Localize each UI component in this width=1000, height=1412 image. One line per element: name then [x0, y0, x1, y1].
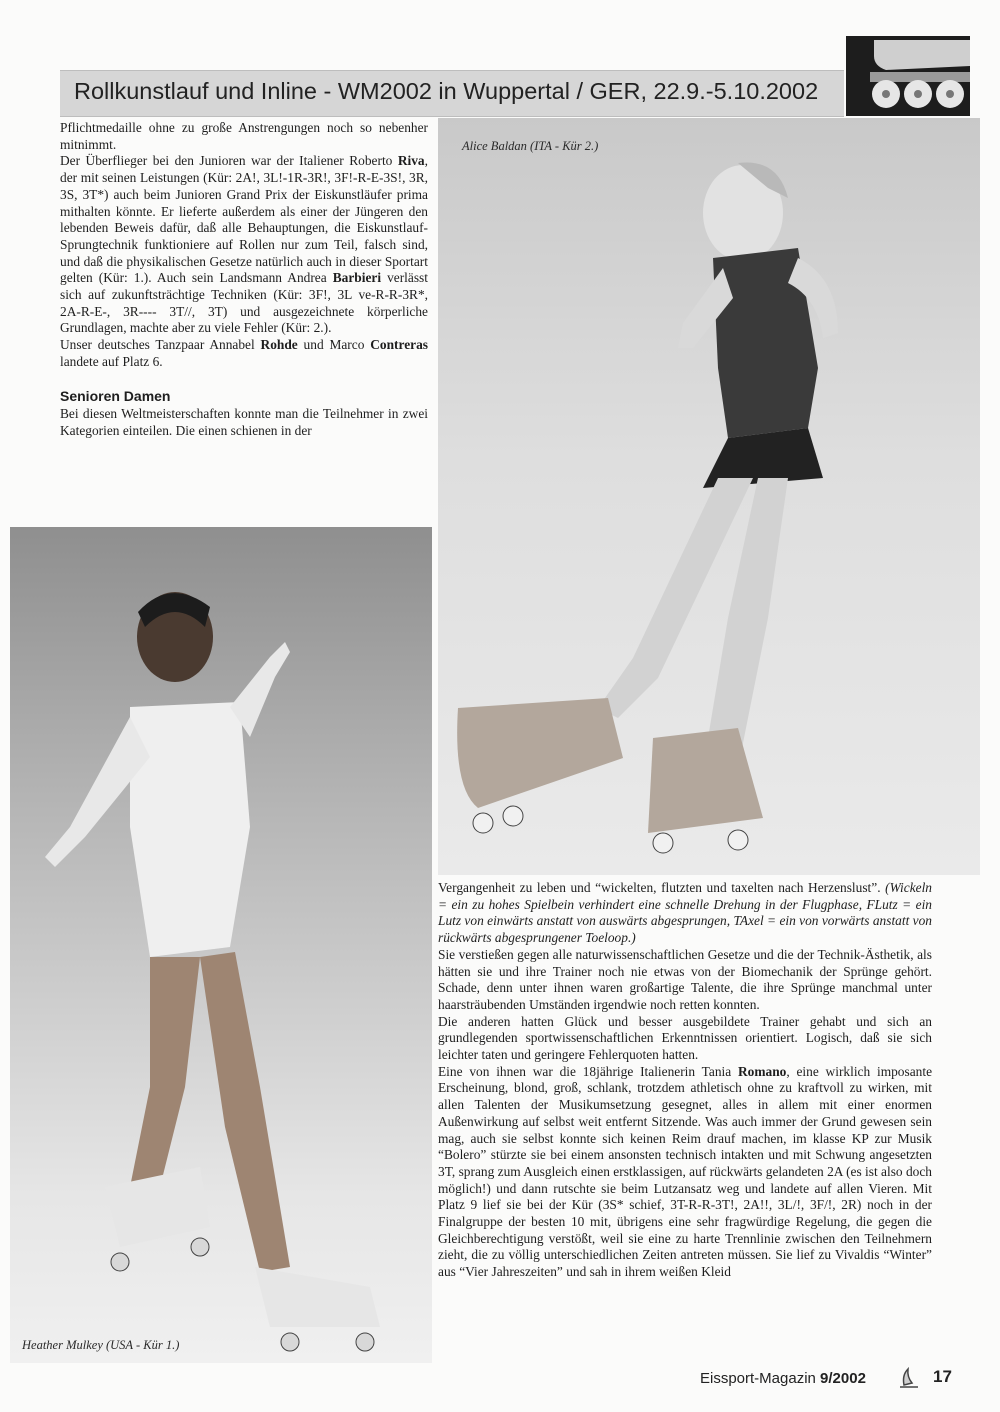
text-run: Der Überflieger bei den Junioren war der Italiener Roberto [60, 153, 398, 169]
text-run: , eine wirklich imposante Erscheinung, blond, groß, schlank, trotzdem athletisch ohne zu kraftvoll zu wirken, mit allen Talenten der Musikumsetzung gesegnet, alles in allem mit einer enormen Außenwirkung auf selbst weit entfernt Sitzende. Was auch immer der Grund gewesen sein mag, auch sie selbst konnte sich keinen Reim drauf machen, im klasse KP zur Musik “Bolero” stürzte sie bei einem ansonsten technisch intakten und mit Schwung angesetzten 3T, sprang zum Ausgleich einen erstklassigen, auf rückwärts gelandeten 2A (es ist also doch möglich!) und dann rutschte sie beim Lutzansatz weg und landete auf allen Vieren. Mit Platz 9 lief sie bei der Kür (3S* schief, 3T-R-R-3T!, 2A!!, 3L/!, 3F/!, 2R) noch in der Finalgruppe der besten 10 mit, übrigens eine sehr fragwürdige Regelung, die gegen die Gleichberechtigung verstößt, weil sie eine zu harte Trennlinie zwischen den Teilnehmern zieht, die zu völlig unterschiedlichen Zeiten antreten müssen. Sie lief zu Vivaldis “Winter” aus “Vier Jahreszeiten” und sah in ihrem weißen Kleid [438, 1063, 933, 1280]
photo-heather-mulkey [10, 527, 432, 1363]
magazine-name [700, 1370, 866, 1387]
page-number: 17 [933, 1367, 952, 1386]
inline-skate-icon [846, 36, 970, 116]
left-paragraph-1: Pflichtmedaille ohne zu große Anstrengungen noch so nebenher mitnimmt. [60, 120, 428, 152]
header-bar [60, 70, 844, 117]
text-run: Unser deutsches Tanzpaar Annabel [60, 337, 261, 353]
magazine-logo-icon [896, 1365, 922, 1391]
magazine-issue: 9/2002 [820, 1370, 866, 1387]
text-run: Vergangenheit zu leben und “wickelten, flutzten und taxelten nach Herzenslust”. [438, 880, 881, 895]
photo-alice-baldan [438, 118, 980, 875]
subheading-senioren-damen: Senioren Damen [60, 387, 171, 404]
right-paragraph-3: Die anderen hatten Glück und besser ausgebildete Trainer gehabt und sich an grundlegenden sportwissenschaftlichen Erkenntnissen orientiert. Logisch, daß sie sich leichter taten und geringere Fehlerquoten hatten. [438, 1013, 932, 1063]
photo-caption-left: Heather Mulkey (USA - Kür 1.) [22, 1338, 180, 1352]
photo-caption-right: Alice Baldan (ITA - Kür 2.) [462, 139, 599, 153]
text-run: und Marco [297, 337, 371, 353]
name-riva: Riva [397, 153, 425, 169]
page-title: Rollkunstlauf und Inline - WM2002 in Wuppertal / GER, 22.9.-5.10.2002 [74, 78, 819, 104]
page-footer [700, 1369, 960, 1391]
left-paragraph-4: Bei diesen Weltmeisterschaften konnte man die Teilnehmer in zwei Kategorien einteilen. Die einen schienen in der [60, 406, 428, 438]
name-contreras: Contreras [370, 337, 428, 353]
name-rohde: Rohde [260, 337, 298, 353]
right-paragraph-2: Sie verstießen gegen alle naturwissenschaftlichen Gesetze und die der Technik-Ästhetik, als hätten sie und ihre Trainer noch nie etwas von der Biomechanik der Sprünge gehört. Schade, denn unter ihnen waren großartige Talente, die ihre Sprünge manchmal unter haarsträubenden Umständen irgendwie noch retten konnten. [438, 946, 932, 1012]
left-paragraph-2 [60, 153, 428, 337]
magazine-title: Eissport-Magazin [700, 1370, 821, 1387]
skater-figure-icon [438, 118, 980, 875]
skater-figure-icon [10, 527, 432, 1363]
header-skate-photo [846, 36, 970, 116]
right-paragraph-1 [438, 880, 932, 947]
left-text-column [60, 120, 428, 440]
name-barbieri: Barbieri [332, 270, 382, 286]
left-paragraph-3 [60, 337, 428, 370]
text-run: landete auf Platz 6. [60, 353, 163, 369]
right-paragraph-4 [438, 1064, 932, 1281]
jump-definitions: (Wickeln = ein zu hohes Spielbein verhindert eine schnelle Drehung in der Flugphase, FLutz = ein Lutz von einwärts anstatt von auswärts abgesprungen, TAxel = ein von vorwärts anstatt von rückwärts abgesprungener Toeloop.) [438, 880, 932, 946]
right-text-column [438, 880, 932, 1281]
text-run: verlässt sich auf zukunftsträchtige Techniken (Kür: 3F!, 3L ve-R-R-3R*, 2A-R-E-, 3R---- 3T//, 3T) und ausgezeichnete körperliche Grundlagen, machte aber zu viele Fehler (Kür: 2.). [60, 270, 428, 336]
text-run: Eine von ihnen war die 18jährige Italienerin Tania [438, 1063, 738, 1079]
text-run: , der mit seinen Leistungen (Kür: 2A!, 3L!-1R-3R!, 3F!-R-E-3S!, 3R, 3S, 3T*) auch beim Junioren Grand Prix der Eiskunstläufer prima mithalten könnte. Er lieferte außerdem als einer der Jüngeren den lebenden Beweis dafür, daß alle Behauptungen, die Eiskunstlauf-Sprungtechnik funktioniere auf Rollen nur zum Teil, falsch sind, und daß die physikalischen Gesetze natürlich auch in dieser Sportart gelten (Kür: 1.). Auch sein Landsmann Andrea [60, 153, 428, 286]
name-romano: Romano [737, 1063, 787, 1079]
